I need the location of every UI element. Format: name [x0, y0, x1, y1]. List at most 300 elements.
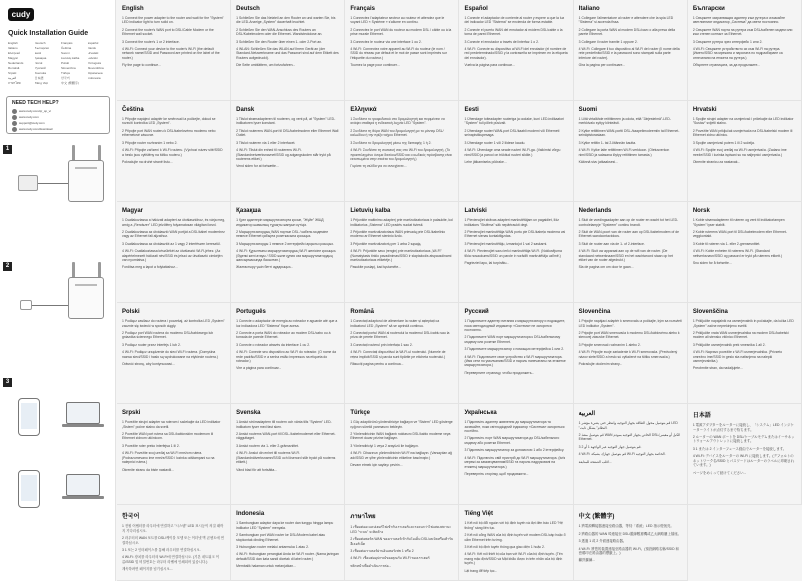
instruction-step: Pasukite puslapį, kad tęstumėte...	[350, 265, 402, 270]
download-icon	[12, 127, 17, 132]
instruction-step: 2 Povežite WAN port rutera sa DSL/kablovskim modemom ili Ethernet zidnom utičnicom.	[122, 432, 214, 441]
instruction-step: 4 Wi-Fi: Kết nối thiết bị của bạn với Wi-Fi của bộ định tuyến. (Tên mạng mặc định/SSID và Mật khẩu được in trên nhãn của bộ định tuyến.)	[464, 552, 563, 566]
instruction-step: 2 Yönlendiricinin WAN bağlantı noktasını DSL/kablo modeme veya Ethernet duvar prizine bağlayın.	[350, 432, 451, 441]
language-index-item: 日本語	[34, 76, 44, 80]
section-title: Ελληνικά	[350, 107, 377, 114]
instruction-step: 4 Wi-Fi: Připojte zařízení k Wi-Fi routeru. (Výchozí název sítě/SSID a heslo jsou vytištěny na štítku routeru.)	[122, 148, 223, 157]
instruction-step: Vire a página para continuar...	[236, 366, 282, 371]
qr-code-icon	[12, 109, 17, 114]
instruction-step: 1 Connect the power adapter to the router and wait for the "System" LED indicator light to turn solid on.	[122, 16, 224, 25]
instruction-step: 1 전원 어댑터를 라우터에 연결하고 "시스템" LED 표시등이 켜질 때까지 기다리십시오.	[122, 524, 224, 533]
instruction-step: 1 Collegare l'alimentatore al router e attendere che la spia LED "Sistema" si accenda fissa.	[578, 16, 674, 25]
instruction-step: Sla de pagina om om door te gaan...	[578, 265, 634, 270]
instruction-step: Vuelva la página para continuar...	[464, 63, 515, 68]
section-title: Français	[350, 6, 376, 12]
language-section	[117, 202, 231, 303]
instruction-step: 2 ルーターの WAN ポートを DSL/ケーブルモデムまたはイーサネットウォールアウトレットに接続します。	[692, 435, 795, 444]
instruction-step: 2 Kytke reitittimen WAN-portti DSL-/kaapelimodeemiin tai Ethernet-seinäpistorasiaan.	[578, 128, 680, 138]
instruction-step: 1 Priključite napajalnik na usmerjevalnik in počakajte, da lučka LED „System" začne neprekinjeno svetiti.	[692, 319, 794, 328]
language-section	[231, 404, 345, 505]
instruction-step: 4 Wi-Fi: Koble enheten til ruterens Wi-Fi. (Standard nettverksnavn/SSID og passord er trykt på ruterens etikett.)	[692, 249, 782, 258]
language-section	[231, 505, 345, 581]
language-section	[459, 303, 573, 404]
instruction-step: 4 Wi-Fi: Pripojte svoje zariadenie k Wi-Fi smerovača. (Predvolený názov siete/SSID a heslo sú vytlačené na štítku smerovača.)	[578, 350, 678, 359]
instruction-step: 1 Güç adaptörünü yönlendiriciye bağlayın ve "Sistem" LED gösterge ışığının sürekli yanmasını bekleyin.	[350, 420, 453, 429]
language-index-item: Русский	[34, 66, 46, 70]
instruction-step: 2 Tilslut routerens WAN-port til DSL/kabelmodem eller Ethernet Wall Outlet.	[236, 128, 339, 138]
instruction-step: 1 Συνδέστε το τροφοδοτικό στο δρομολογητή και περιμένετε να ανάψει σταθερά η ενδεικτική λυχνία LED "System".	[350, 117, 445, 126]
language-section	[688, 101, 802, 202]
language-section	[459, 101, 573, 202]
instruction-step: 1 將電源轉接器連接至路由器，等待「系統」LED 指示燈恆亮。	[578, 524, 674, 529]
instruction-step: 4 Wi-Fi: Spojite svoj uređaj na Wi-Fi usmjerivača. (Zadano ime mreže/SSID i lozinka ispisani su na naljepnici usmjerivača.)	[692, 148, 787, 157]
instruction-step: Pokračujte otočením strany...	[578, 362, 623, 367]
instruction-step: 1 Spojite strujni adapter na usmjerivač i pričekajte da LED indikator "Sustav" svijetli stalno.	[692, 117, 794, 126]
instruction-step: 4 Wi-Fi: Povežite svoj uređaj sa Wi-Fi mrežom rutera. (Podrazumevano ime mreže/SSID i lozinka odštampani su na nalepnici rutera.)	[122, 451, 215, 465]
section-title: Latviski	[464, 208, 487, 215]
language-index-item: Latviski	[87, 56, 98, 60]
ethernet-cable	[38, 183, 68, 184]
instruction-step: 4 Wi-Fi: Підключіть свій пристрій до Wi-Fi маршрутизатора. (Ім'я мережі за замовчуванням/SSID та пароль надруковані на етикетці маршрутизатора.)	[464, 455, 566, 469]
instruction-step: 1 Pievienojiet strāvas adapteri maršrutētājam un pagaidiet, līdz indikators "Sistēma" sāk nepārtraukti degt.	[464, 218, 559, 227]
instruction-step: Переверните страницу, чтобы продолжить...	[464, 370, 535, 375]
language-section	[459, 505, 573, 581]
language-index-item: Български	[34, 46, 49, 50]
instruction-step: 2 Подключите WAN порт маршрутизатора к DSL/кабельному модему или розетке Ethernet.	[464, 335, 561, 344]
instruction-step: 2 Pievienojiet maršrutētāja WAN portu pie DSL/kabeļa modema vai Ethernet sienas kontaktligzdas.	[464, 229, 566, 239]
instruction-step: 3 1 または 2 インターフェース経由でルーターを接続します。	[692, 446, 787, 451]
instruction-step: 1 Liitä virtalähde reitittimeen ja odota, että "Järjestelmä"-LED-merkkivalo syttyy kiinteästi.	[578, 117, 671, 126]
language-section	[345, 202, 459, 303]
instruction-step: 1 Koble strømadapteren til ruteren og vent til indikatorlampen "System" lyser stabilt.	[692, 218, 785, 227]
instruction-step: 4 Wi-Fi: قم بتوصيل جهازك بشبكة Wi-Fi الخاصة بجهاز التوجيه.	[578, 452, 666, 457]
instruction-step: Snu siden for å fortsette...	[692, 260, 732, 265]
instruction-step: اقلب الصفحة للمتابعة...	[578, 459, 612, 464]
section-title: 日本語	[692, 413, 711, 420]
instruction-step: 2 Kết nối cổng WAN của bộ định tuyến với modem DSL/cáp hoặc ổ cắm Ethernet trên tường.	[464, 533, 566, 542]
phone-illustration	[18, 470, 40, 508]
instruction-step: 3 Anslut routern via 1- eller 2-gränssnittet.	[236, 443, 299, 448]
language-section	[574, 404, 688, 505]
section-title: Eesti	[464, 107, 479, 114]
language-index-item: Ελληνικά	[8, 51, 21, 55]
section-title: 한국어	[122, 514, 140, 521]
section-title: Türkçe	[350, 410, 371, 417]
instruction-step: 1 Conectați adaptorul de alimentare la router și așteptați ca indicatorul LED „System" să se aprindă continuu.	[350, 319, 440, 328]
language-section	[345, 404, 459, 505]
language-index-item: Қазақша	[34, 56, 47, 60]
instruction-step: 2 Povežite WAN priključak usmjerivača na DSL/kabelski modem ili Ethernet zidnu utičnicu.	[692, 128, 793, 138]
instruction-step: 1 Conecte el adaptador de corriente al router y espere a que la luz del indicador LED "Sistema" se encienda de forma estable.	[464, 16, 565, 25]
language-index-item: Italiano	[8, 46, 18, 50]
instruction-step: 1 Ühendage toiteadapter ruuteriga ja oodake, kuni LED-indikaatori "System" tuli põleb püsivalt.	[464, 117, 565, 126]
instruction-step: 1 Підключіть адаптер живлення до маршрутизатора та зачекайте, поки світлодіодний індикатор «Система» загориться постійно.	[464, 420, 565, 434]
section-title: Dansk	[236, 107, 255, 114]
section-title: Deutsch	[236, 6, 260, 12]
section-title: العربية	[578, 411, 596, 418]
instruction-step: 3 Conecte el enrutador a través del interfaz 1 o 2.	[464, 39, 539, 44]
instruction-step: 1 قم بتوصيل محول الطاقة بجهاز التوجيه وانتظر حتى يضيء مؤشر LED "النظام" بشكل ثابت.	[578, 421, 678, 430]
language-section	[574, 202, 688, 303]
language-index-item: 中文 (繁體字)	[61, 81, 79, 85]
instruction-step: 3 Kết nối bộ định tuyến thông qua giao diện 1 hoặc 2.	[464, 544, 545, 549]
instruction-step: 1 Schließen Sie das Netzteil an den Router an und warten Sie, bis die LED-Anzeige „System" dauerhaft leuchtet.	[236, 16, 336, 25]
instruction-step: 3 Podłącz router przez interfejs 1 lub 2.	[122, 342, 181, 347]
instruction-step: 4 Wi-Fi: Napravo povežite z Wi-Fi usmerjevalnika. (Privzeto omrežno ime/SSID in geslo sta natisnjena na nalepki usmerjevalnika.)	[692, 350, 783, 364]
instruction-step: 2 Ühendage ruuteri WAN-port DSL/kaabli modemi või Etherneti seinapistikupesaga.	[464, 128, 560, 138]
laptop-illustration	[66, 474, 100, 496]
language-sections-grid	[117, 0, 802, 581]
power-cable	[32, 305, 68, 306]
cover-panel	[0, 0, 116, 581]
section-title: Русский	[464, 309, 489, 316]
instruction-step: 2 قم بتوصيل منفذ WAN الخاص بجهاز التوجيه بمودم DSL/الكبل أو مقبس Ethernet.	[578, 433, 681, 442]
instruction-step: 1 Povežite strujni adapter sa ruterom i sačekajte da LED indikator „Sistem" počne stalno da svetli.	[122, 420, 221, 429]
instruction-step: 3 Connectez le routeur via une interface 1 ou 2.	[350, 39, 422, 44]
step-number: 1	[3, 145, 12, 154]
instruction-step: 4 WLAN: Schließen Sie das WLAN auf Ihrem Gerät an (der Standard-Netzwerkname und das Passwort sind auf dem Etikett des Routers aufgedruckt).	[236, 47, 339, 60]
router-antenna	[98, 145, 101, 161]
instruction-step: Okrenite stranu da biste nastavili...	[122, 467, 175, 472]
instruction-step: 4 Wi-Fi: Sluit uw apparaat aan op de wifi van de router. (De standaard netwerknaam/SSID en het wachtwoord staan op het etiket van de router afgedrukt.)	[578, 249, 673, 262]
language-section	[117, 404, 231, 505]
language-section	[231, 303, 345, 404]
language-index-item: Română	[8, 66, 20, 70]
instruction-step: 1 Prijunkite maitinimo adapterį prie maršrutizatoriaus ir palaukite, kol indikatorius „Sistema" LED pradės nuolat šviesti.	[350, 218, 453, 227]
tech-help-title: NEED TECH HELP?	[12, 100, 59, 106]
instruction-step: 4 Wi-Fi: Свържете устройството си към Wi-Fi на рутера. (Името/SSID на мрежата и паролата по подразбиране са отпечатани на етикета на рутера.)	[692, 47, 783, 60]
instruction-step: Gira la pagina per continuare...	[578, 63, 626, 68]
instruction-step: พลิกหน้าเพื่อดำเนินการต่อ...	[350, 563, 392, 568]
instruction-step: 1 Свържете захранващия адаптер към рутера и изчакайте светлинният индикатор „Система" да свети постоянно.	[692, 16, 785, 25]
language-index-item: English	[8, 41, 18, 45]
language-index-item: Dansk	[87, 46, 97, 50]
language-index-item: Indonesia	[87, 76, 101, 80]
instruction-step: 1 Připojte napájecí adaptér ke směrovači a počkejte, dokud se rozsvítí kontrolka LED „System".	[122, 117, 216, 126]
instruction-step: 3 قم بتوصيل جهاز التوجيه عبر الواجهة 1 أو 2.	[578, 444, 642, 449]
language-index-item: Svenska	[34, 71, 47, 75]
instruction-step: 2 เชื่อมต่อพอร์ต WAN ของเราเตอร์เข้ากับโมเด็ม DSL/เคเบิลหรือเต้ารับอีเธอร์เน็ต	[350, 537, 454, 546]
language-index-item: Türkçe	[61, 71, 71, 75]
instruction-step: 4 Wi-Fi: 장치를 라우터의 Wi-Fi에 연결하십시오. (기본 네트워크 이름/SSID 및 비밀번호는 라우터 라벨에 인쇄되어 있습니다.)	[122, 555, 220, 564]
instruction-step: 4 Wi-Fi: Collegare il tuo dispositivo al Wi-Fi del router (Il nome della rete predefinito/SSID e la password sono stampati sulla parte inferiore del router).	[578, 47, 680, 60]
section-title: Português	[236, 309, 266, 316]
laptop-base	[62, 424, 104, 427]
instruction-step: 1 Подключите адаптер питания к маршрутизатору и подождите, пока светодиодный индикатор «Система» не загорится постоянно.	[464, 319, 566, 333]
instruction-step: 3 Prijunkite maršrutizatorių per 1 arba 2 sąsają.	[350, 241, 422, 246]
instruction-step: 4 Wi-Fi: Tilslut din enhed til routerens Wi-Fi. (Standardnetværksnavnet/SSID og adgangskoden står trykt på routerens etiket.)	[236, 148, 331, 161]
instruction-step: 2 Podłącz port WAN routera do modemu DSL/kablowego lub gniazdka ściennego Ethernet.	[122, 331, 214, 340]
router-antenna	[98, 262, 101, 278]
instruction-step: 4 Wi-Fi: Connect your device to the router's Wi-Fi (the default network name/SSID and Password are printed on the label of the router.)	[122, 47, 220, 60]
language-section	[574, 303, 688, 404]
language-index-item: Português	[87, 61, 102, 65]
language-index-item: Polski	[61, 61, 70, 65]
instruction-step: 4 Wi-Fi: Pievienojiet savu ierīci maršrutētāja Wi-Fi. (Noklusējuma tīkla nosaukums/SSID un parole ir norādīti maršrutētāja uzlīmē.)	[464, 249, 562, 258]
instruction-step: Käännä sivu jatkaaksesi...	[578, 159, 618, 164]
instruction-step: Pagrieziet lapu, lai turpinātu...	[464, 260, 510, 265]
instruction-step: 2 Sluit de WAN-poort van de router aan op DSL/kabelmodem of de Ethernet-wandcontactdoos.	[578, 229, 679, 239]
language-index-item: 한국어	[61, 76, 70, 80]
language-section	[459, 0, 573, 101]
instruction-step: 3 Tilslut routeren via 1 eller 2 interfacet.	[236, 140, 296, 145]
language-section	[345, 505, 459, 581]
instruction-step: 2 Csatlakoztassa az útválasztó WAN portját a DSL/kábel modemhez vagy az Ethernet fali aljzathoz.	[122, 229, 225, 239]
router-antenna	[72, 145, 75, 161]
email-icon	[12, 121, 17, 126]
section-title: Srpski	[122, 410, 141, 417]
instruction-step: 3 Connect the router's 1 or 2 interface.	[122, 39, 180, 44]
instruction-step: 2 Sambungkan port WAN router ke DSL/Modem kabel atau stopkontak dinding Ethernet.	[236, 533, 326, 542]
language-section	[574, 505, 688, 581]
instruction-step: 2 Connect the router's WAN port to DSL/Cable Modem or the Ethernet wall socket.	[122, 27, 214, 37]
instruction-step: 3 Yönlendiriciyi 1 veya 2 arayüzü ile bağlayın.	[350, 443, 419, 448]
instruction-step: 2 Συνδέστε τη θύρα WAN του δρομολογητή με το μόντεμ DSL/καλωδίου ή την πρίζα τοίχου Ethernet.	[350, 128, 444, 138]
instruction-step: Okrenite stranicu za nastavak...	[692, 159, 741, 164]
instruction-step: Pokračujte na druhé straně listu...	[122, 159, 173, 164]
laptop-illustration	[66, 402, 100, 424]
router-illustration	[68, 277, 104, 319]
section-title: Tiếng Việt	[464, 511, 493, 518]
instruction-step: 3 Pripojte smerovač rozhraním 1 alebo 2.	[578, 342, 641, 347]
language-section	[688, 303, 802, 404]
instruction-step: 4 Wi-Fi: Anslut din enhet till routerns Wi-Fi. (Standardnätverksnamn/SSID och lösenord står tryckt på routerns etikett.)	[236, 451, 336, 465]
language-index-item: Norsk	[34, 61, 43, 65]
instruction-step: 3 Sluit de router aan via de 1- of 2-interface.	[578, 241, 645, 246]
instruction-step: 4 Wi-Fi: Conecte su dispositivo al Wi-Fi del enrutador (el nombre de red predeterminado/SSID y la contraseña se imprimen en la etiqueta del enrutador).	[464, 47, 568, 60]
language-index	[8, 41, 112, 85]
instruction-step: 4 Wi-Fi: デバイスをルーターの Wi-Fi に接続します。(デフォルトのネットワーク名/SSID とパスワードはルーターのラベルに印刷されています。)	[692, 454, 795, 468]
instruction-step: 3 Koble til ruteren via 1- eller 2-grensesnittet.	[692, 241, 761, 246]
instruction-step: 2 Свържете WAN порта на рутера към DSL/кабелен модем или към стенен контакт за Ethernet.	[692, 27, 793, 37]
section-title: Indonesia	[236, 511, 265, 518]
language-index-item: Srpski	[8, 71, 17, 75]
modem-illustration	[18, 175, 38, 191]
language-section	[345, 101, 459, 202]
language-section	[688, 0, 802, 101]
instruction-step: 4 Wi-Fi: Csatlakoztassa készülékét az útválasztó Wi-Fi-jéhez. (Az alapértelmezett hálózati név/SSID és jelszó az útválasztó címkéjén van nyomtatva.)	[122, 249, 223, 262]
instruction-step: 1 電源アダプターをルーターに接続し、「システム」LED インジケーターライトが点灯するまで待ちます。	[692, 423, 794, 432]
instruction-step: 4 Wi-Fi: Connectez votre appareil au Wi-Fi du routeur (le nom / SSID du réseau par défaut et le mot de passe sont imprimés sur l'étiquette du routeur.)	[350, 47, 447, 60]
globe-icon	[12, 115, 17, 120]
section-title: 中文 (繁體字)	[578, 514, 615, 521]
router-antenna	[72, 262, 75, 278]
instruction-step: 2 Koble ruterens WAN-port til DSL/kabelmodem eller Ethernet-veggkontakt.	[692, 229, 787, 239]
instruction-step: 2 Conecte el puerto WAN del enrutador al módem DSL/cable o la toma de pared Ethernet.	[464, 27, 563, 37]
section-title: Norsk	[692, 208, 710, 215]
language-section	[231, 0, 345, 101]
brand-logo: cudy	[8, 8, 34, 21]
instruction-step: 2 Conectați portul WAN al routerului la modemul DSL/cablu sau la priza de perete Ethernet.	[350, 331, 450, 340]
instruction-step: 2 Prijunkite maršrutizatoriaus WAN prievadą prie DSL/kabelinio modemo ar Ethernet sieninio lizdo.	[350, 229, 446, 239]
step-number: 2	[3, 262, 12, 271]
instruction-step: 3 Pievienojiet maršrutētāju, izmantojot 1 vai 2 saskarni.	[464, 241, 548, 246]
instruction-step: 3 Conecte o roteador através da interface 1 ou 2.	[236, 342, 311, 347]
language-index-item: ภาษาไทย	[8, 81, 21, 85]
instruction-step: 3 เชื่อมต่อเราเตอร์ผ่านอินเทอร์เฟซ 1 หรือ 2	[350, 548, 414, 553]
instruction-step: 4 Wi-Fi: Құрылғыны маршрутизатордың Wi-Fi желісіне қосыңыз. (Әдепкі желі атауы / SSID және құпия сөз маршрутизатордың жапсырмасында басылған.)	[236, 249, 337, 262]
instruction-step: 1 Pripojte napájací adaptér k smerovaču a počkajte, kým sa rozsvieti LED indikátor „System".	[578, 319, 682, 328]
instruction-step: 2 Připojte port WAN routeru k DSL/kabelovému modemu nebo ethernetové zásuvce.	[122, 128, 216, 138]
language-section	[688, 404, 802, 505]
instruction-step: 3 Маршрутизаторды 1 немесе 2 интерфейсі арқылы қосыңыз.	[236, 241, 334, 246]
language-section	[117, 0, 231, 101]
instruction-step: 3 Csatlakoztassa az útválasztót az 1 vagy 2 interfészen keresztül.	[122, 241, 221, 246]
language-index-item: Nederlands	[8, 61, 24, 65]
instruction-step: 1 Connectez l'adaptateur secteur au routeur et attendez que le voyant LED « Système » s'allume en continu.	[350, 16, 445, 25]
language-section	[574, 101, 688, 202]
instruction-step: Membalik halaman untuk melanjutkan...	[236, 564, 296, 569]
language-section	[459, 404, 573, 505]
instruction-step: 4 Wi-Fi: Συνδέστε τη συσκευή σας στο Wi-Fi του δρομολογητή. (Το προεπιλεγμένο όνομα δικτύου/SSID και ο κωδικός πρόσβασης είναι εκτυπωμένα στην ετικέτα του δρομολογητή.)	[350, 148, 452, 161]
instruction-step: 1 Podłącz zasilacz do routera i poczekaj, aż kontrolka LED „System" zacznie się świecić w sposób ciągły.	[122, 319, 225, 328]
phone-illustration	[18, 398, 40, 436]
instruction-step: 2 Маршрутизатордың WAN портын DSL / кабель модеміне немесе Ethernet қабырға розеткасына қосыңыз.	[236, 229, 329, 239]
instruction-step: 1 Conecte o adaptador de energia ao roteador e aguarde até que a luz indicadora LED "Sistema" fique acesa.	[236, 319, 338, 328]
router-illustration	[68, 160, 104, 202]
instruction-step: 3 Hubungkan router melalui antarmuka 1 atau 2.	[236, 544, 309, 549]
language-section	[117, 505, 231, 581]
section-title: Slovenčina	[578, 309, 611, 316]
step-number: 3	[3, 378, 12, 387]
instruction-step: Обърнете страницата, за да продължите...	[692, 63, 761, 68]
instruction-step: 2 Connectez le port WAN du routeur au modem DSL / câble ou à la prise murale Ethernet.	[350, 27, 452, 37]
instruction-step: Fly the page to continue...	[122, 63, 162, 68]
language-index-item: Українська	[87, 71, 103, 75]
instruction-step: 2 Priključite vrata WAN usmerjevalnika na modem DSL/kabelski modem ali stensko vtičnico Ethernet.	[692, 331, 789, 340]
language-index-item: Magyar	[8, 56, 19, 60]
instruction-step: 4 Wi-Fi: Prijunkite savo įrenginį prie maršrutizatoriaus „Wi-Fi" (Numatytasis tinklo pavadinimas/SSID ir slaptažodis atspausdinami maršrutizatoriaus etiketėje.)	[350, 249, 452, 262]
language-section	[574, 0, 688, 101]
help-link-row[interactable]	[12, 126, 52, 132]
section-title: Suomi	[578, 107, 597, 114]
instruction-step: 3 Підключіть маршрутизатор за допомогою 1 або 2 інтерфейсу.	[464, 448, 565, 453]
instruction-step: 3 Collegare il router tramite 1 oppure 2.	[578, 39, 638, 44]
section-title: English	[122, 6, 144, 12]
section-title: Slovenščina	[692, 309, 728, 316]
instruction-step: 4 Wi-Fi: Kytke laite reitittimen Wi-Fi-verkkoon. (Oletusverkon nimi/SSID ja salasana löytyy reitittimen tarrasta.)	[578, 148, 670, 157]
section-title: Čeština	[122, 107, 144, 114]
instruction-step: 1 Csatlakoztassa a hálózati adaptert az útválasztóhoz, és várja meg, amíg a „Rendszer" LED jelzőfény folyamatosan világítani kezd.	[122, 218, 226, 227]
power-outlet-illustration	[20, 300, 32, 310]
instruction-step: Vend siden for at fortsætte...	[236, 164, 279, 169]
instruction-step: 2 Pripojte port WAN smerovača k modemu DSL/káblovému alebo k stenovej zásuvke Ethernet.	[578, 331, 680, 340]
instruction-step: Γυρίστε τη σελίδα για να συνεχίσετε...	[350, 164, 407, 169]
instruction-step: 3 Spojite usmjerivač putem 1 ili 2 sučelja.	[692, 140, 755, 145]
language-section	[117, 101, 231, 202]
instruction-step: 3 Ühendage ruuter 1 või 2 liidese kaudu.	[464, 140, 526, 145]
instruction-step: 1 Sluit de voedingsadapter aan op de router en wacht tot het LED-controlelampje "Systeem" continu brandt.	[578, 218, 679, 227]
instruction-step: 4 Wi-Fi: Conecte seu dispositivo ao Wi-Fi do roteador. (O nome da rede padrão/SSID e a senha estão impressos na etiqueta do roteador.)	[236, 350, 337, 364]
instruction-step: 3 Conectați routerul prin interfața 1 sau 2.	[350, 342, 413, 347]
tech-help-box	[6, 96, 110, 134]
instruction-step: 계속하려면 페이지를 넘기십시오...	[122, 567, 173, 572]
language-section	[345, 0, 459, 101]
instruction-step: Die Seite umblättern, um fortzufahren...	[236, 63, 296, 68]
section-title: Magyar	[122, 208, 144, 215]
instruction-step: 3 Priključite usmerjevalnik prek vmesnika 1 ali 2.	[692, 342, 766, 347]
help-link[interactable]: www.cudy.com/download	[19, 127, 53, 131]
instruction-step: 3 Подключите маршрутизатор с помощью интерфейса 1 или 2.	[464, 347, 565, 352]
instruction-step: 4 Wi-Fi: Подключите свое устройство к Wi-Fi маршрутизатора. (Имя сети по умолчанию/SSID и пароль напечатаны на этикетке маршрутизатора.)	[464, 354, 566, 368]
language-index-item: Español	[87, 41, 99, 45]
language-section	[231, 101, 345, 202]
language-index-item: Deutsch	[34, 41, 46, 45]
instruction-step: 3 1 또는 2 인터페이스를 통해 라우터를 연결하십시오.	[122, 547, 201, 552]
instruction-step: 1 Anslut strömadaptern till routern och vänta tills "System" LED-indikatorn lyser med fast sken.	[236, 420, 332, 429]
instruction-step: 1 Sambungkan adaptor daya ke router dan tunggu hingga lampu indikator LED "System" menyala.	[236, 521, 334, 530]
language-index-item: Eesti	[34, 51, 42, 55]
instruction-step: 3 Kytke reititin 1- tai 2-liitännän kautta.	[578, 140, 637, 145]
instruction-step: Preobrnite stran, da nadaljujete...	[692, 366, 743, 371]
section-title: Nederlands	[578, 208, 612, 215]
instruction-step: Devam etmek için sayfayı çevirin...	[350, 463, 403, 468]
instruction-step: 2 Collegare la porta WAN al modem DSL/cavo o alla presa della parete Ethernet.	[578, 27, 676, 37]
instruction-step: Răsuciți pagina pentru a continua...	[350, 362, 404, 367]
section-title: ภาษาไทย	[350, 514, 376, 521]
language-index-item: Français	[61, 41, 73, 45]
instruction-step: 3 Свържете рутера чрез интерфейс 1 или 2.	[692, 39, 763, 44]
instruction-step: 3 透過 1 或 2 介面連接路由器。	[578, 539, 627, 544]
section-title: Українська	[464, 410, 497, 417]
language-index-item: Slovenčina	[61, 66, 76, 70]
instruction-step: 1 Қуат адаптерін маршрутизаторға қосып, "Жүйе" ЖШД индикатор шамының тұрақты жануын күтіңіз.	[236, 218, 324, 227]
instruction-step: Fordítsa meg a lapot a folytatáshoz...	[122, 265, 178, 270]
instruction-step: 3 Připojte router rozhraním 1 nebo 2.	[122, 140, 178, 145]
instruction-step: Tournez la page pour continuer...	[350, 63, 400, 68]
language-section	[459, 202, 573, 303]
instruction-step: ページをめくって続けてください...	[692, 470, 747, 475]
instruction-step: 1 Tilslut strømadapteren til routeren, og vent på, at "System" LED-indikatoren lyser konstant.	[236, 117, 336, 126]
instruction-step: 4 Wi-Fi: Conectați dispozitivul la Wi-Fi-ul routerului. (Numele de rețea implicit/SSID și parola sunt tipărite pe eticheta routerului.)	[350, 350, 446, 359]
section-title: Български	[692, 6, 725, 12]
section-title: Română	[350, 309, 374, 316]
language-index-item: Lietuvių kalba	[61, 56, 80, 60]
help-link[interactable]: www.cudy.com	[19, 115, 39, 119]
language-index-item: العربية	[8, 76, 17, 80]
section-title: Svenska	[236, 410, 261, 417]
section-title: Қазақша	[236, 208, 261, 215]
instruction-step: 1 Kết nối bộ đổi nguồn với bộ định tuyến và đợi đèn báo LED "Hệ thống" sáng liên tục.	[464, 521, 563, 530]
instruction-step: 2 Підключіть порт WAN маршрутизатора до DSL/кабельного модему або розетки Ethernet.	[464, 436, 560, 445]
help-link[interactable]: support@cudy.com	[19, 121, 45, 125]
instruction-step: 2 Schließen Sie den WAN-Anschluss des Routers an DSL/Kabelmodem oder die Ethernet- Wandsteckdose an.	[236, 27, 323, 37]
section-title: Italiano	[578, 6, 600, 12]
instruction-step: 1 เชื่อมต่ออะแดปเตอร์ไฟเข้ากับเราเตอร์และรอจนกว่าไฟแสดงสถานะ LED "ระบบ" จะติดค้าง	[350, 525, 452, 534]
instruction-step: Vänd blad för att fortsätta...	[236, 467, 278, 472]
language-index-item: Tiếng Việt	[34, 81, 48, 85]
instruction-step: Жалғастыру үшін бетті аударыңыз...	[236, 265, 294, 270]
instruction-step: 4 Wi-Fi: Cihazınızı yönlendiricinin Wi-Fi'ına bağlayın. (Varsayılan ağ adı/SSID ve şifre yönlendiricinin etiketine basılmıştır.)	[350, 451, 452, 460]
instruction-step: 2 Anslut routerns WAN-port till DSL-/kabelmodemet eller Ethernet-vägguttaget.	[236, 432, 336, 441]
language-section	[231, 202, 345, 303]
help-link[interactable]: www.cudy.com/qr_sp_vi	[19, 109, 51, 113]
language-index-item: Slovenščina	[87, 66, 104, 70]
section-title: Lietuvių kalba	[350, 208, 391, 215]
instruction-step: 2 라우터의 WAN 포트를 DSL/케이블 모뎀 또는 이더넷 벽 콘센트에 연결하십시오.	[122, 536, 224, 545]
instruction-step: 4 Wi-Fi: 將您的裝置連接至路由器的 Wi-Fi。(預設網路名稱/SSID 和密碼印在路由器的標籤上。)	[578, 546, 679, 555]
instruction-step: 3 Schließen Sie den Router über einen 1- oder 2-Port an.	[236, 39, 323, 44]
language-index-item: Čeština	[61, 46, 72, 50]
language-index-item: Hrvatski	[87, 51, 99, 55]
language-section	[117, 303, 231, 404]
instruction-step: Lật trang để tiếp tục...	[464, 568, 498, 573]
instruction-step: 3 Συνδέστε το δρομολογητή μέσω της διεπαφής 1 ή 2.	[350, 140, 432, 145]
guide-title: Quick Installation Guide	[8, 30, 89, 37]
instruction-step: 4 Wi-Fi: เชื่อมต่ออุปกรณ์ของคุณกับ Wi-Fi ของเราเตอร์	[350, 556, 430, 561]
language-section	[345, 303, 459, 404]
instruction-step: Переверніть сторінку, щоб продовжити...	[464, 471, 529, 476]
